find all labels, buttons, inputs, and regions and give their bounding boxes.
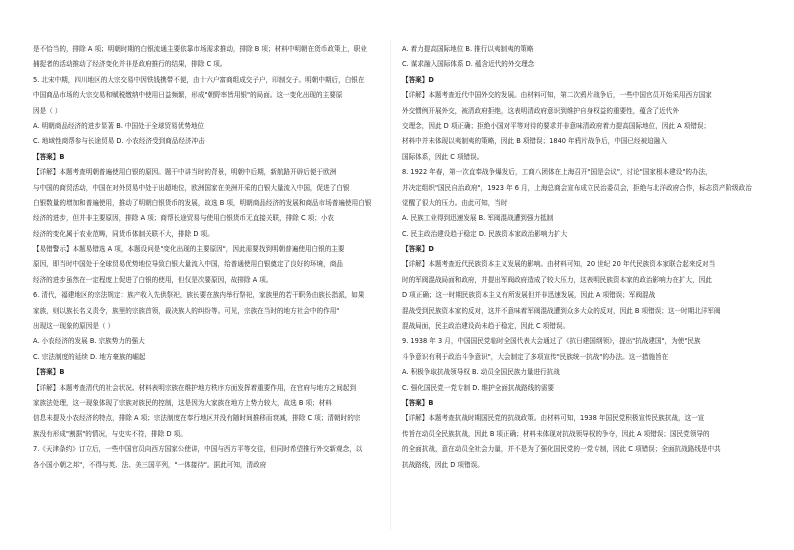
text-line: A. 着力提高国际地位 B. 推行以夷制夷的策略 <box>402 45 534 53</box>
text-line: 【答案】D <box>402 245 434 254</box>
left-column <box>33 42 388 473</box>
text-line: 5. 北宋中期，四川地区的大宗交易中因铁钱携带不便，由十六户富商组成交子户，印制交子。明朝中期后，白银在 <box>33 75 365 84</box>
right-column <box>402 42 757 473</box>
text-line: C. 地域性商帮参与长途贸易 D. 小农经济受到商品经济冲击 <box>33 137 205 146</box>
text-line: 白银数量的增加和普遍使用，推动了明朝白银货币的发展，故选 B 项，明朝商品经济的发展和商品市场普遍使用白银 <box>33 198 372 207</box>
text-line: 并决定组织"国民自治政府"，1923 年 6 月，上海总商会宣布成立民治委员会，拒绝与北洋政府合作，标志资产阶级政治 <box>402 183 752 192</box>
column-divider <box>390 40 391 530</box>
text-line: 【答案】B <box>402 398 434 407</box>
text-line: 族没有形成"割据"的情况，与史实不符，排除 D 项。 <box>33 429 187 438</box>
text-line: 【详解】本题考查清代的社会状况。材料表明宗族在维护地方秩序方面发挥着重要作用，在官府与地方之间起到 <box>33 383 357 392</box>
text-line: 【详解】本题考查近代中国外交的发展。由材料可知，第二次鸦片战争后，一些中国官员开始采用西方国家 <box>402 91 712 100</box>
text-line: 中国商品市场的大宗交易和赋税缴纳中使用日益频繁，形成"朝野率皆用银"的局面。这一变化出现的主要原 <box>33 91 343 100</box>
text-line: 家族，则以族长名义责令，族里的宗族首领，裁决族人的纠纷等。可见，宗族在当时的地方社会中的作用" <box>33 306 340 315</box>
text-line: 传旨在动员全民族抗战，因此 B 项正确；材料未体现对抗战领导权的争夺，因此 A 项错误；国民党领导的 <box>402 429 710 438</box>
text-line: 【答案】D <box>402 75 434 84</box>
text-line: 材料中并未体现以夷制夷的策略，因此 B 项错误；1840 年鸦片战争后，中国已经被迫融入 <box>402 137 667 146</box>
text-line: 出现这一现象的原因是（ ） <box>33 322 115 331</box>
text-line: 交理念，因此 D 项正确；拒绝小国对平等对待的要求并非意味清政府着力提高国际地位，因此 A 项错误； <box>402 121 711 130</box>
text-line: C. 民主政治建设趋于稳定 D. 民族资本家政治影响力扩大 <box>402 229 568 238</box>
text-line: 7.《天津条约》订立后，一些中国官员向西方国家公使讲，中国与西方平等交往，但同时希望推行外交新观念，以 <box>33 445 363 454</box>
text-line: 是不恰当的，排除 A 项；明朝时期的白银流通主要依靠市场需求推动，排除 B 项；材料中明朝在货币政策上，职业 <box>33 45 367 53</box>
text-line: A. 积极争取抗战领导权 B. 动员全国民族力量进行抗战 <box>402 368 560 377</box>
text-line: 混战受到民族资本家的反对，这并不意味着军阀混战遭到众多大众的反对，因此 B 项错误；这一时期北洋军阀 <box>402 306 721 315</box>
text-line: C. 谋求融入国际体系 D. 蕴含近代的外交理念 <box>402 60 535 69</box>
text-line: D 项正确；这一时期民族资本主义有所发展但并非迅速发展，因此 A 项错误；军阀混战 <box>402 291 656 300</box>
text-line: 经济的变化属于农业范畴，同货币体制关联不大，排除 D 项。 <box>33 229 214 238</box>
text-line: 【详解】本题考查抗战时期国民党的抗战政策。由材料可知，1938 年国民党积极宣传民族抗战，这一宣 <box>402 414 705 423</box>
text-line: 因是（ ） <box>33 106 62 115</box>
text-line: 抗战路线，因此 D 项错误。 <box>402 460 484 469</box>
text-line: C. 宗法制度的延续 D. 地方豪族的崛起 <box>33 352 146 361</box>
text-line: 斗争意识有利于政治斗争意识"，大会制定了多项宣传"民族统一抗战"的办法。这一措施旨在 <box>402 352 669 361</box>
text-line: 6. 清代，福建地区的宗法规定：族产收入先供祭祀，族长要在族内举行祭祀，家族里的若干职务由族长指派，如果 <box>33 291 365 300</box>
text-line: 的全面抗战，意在动员全社会力量，并不是为了强化国民党的一党专制，因此 C 项错误；全面抗战路线是中共 <box>402 445 721 454</box>
text-line: 与中国的商贸活动，中国在对外贸易中处于出超地位，欧洲国家在美洲开采的白银大量流入中国，促进了白银 <box>33 183 350 192</box>
text-line: 觉醒了很大的压力。由此可知，当时 <box>402 198 508 207</box>
text-line: A. 民族工业得到迅速发展 B. 军阀混战遭到强力抵制 <box>402 214 554 223</box>
text-line: 【答案】B <box>33 152 65 161</box>
text-line: 9. 1938 年 3 月，中国国民党临时全国代表大会通过了《抗日建国纲领》，提出"抗战建国"，为使"民族 <box>402 337 701 346</box>
text-line: A. 小农经济的发展 B. 宗族势力的强大 <box>33 337 145 346</box>
text-line: 【详解】本题考查明朝普遍使用白银的原因。题干中讲当时的背景，明朝中后期，新航路开辟后便于欧洲 <box>33 168 337 177</box>
text-line: C. 强化国民党一党专制 D. 维护全面抗战路线的需要 <box>402 383 555 392</box>
text-line: 捕捉者的活动推动了经济变化并非是政府推行的结果，排除 C 项。 <box>33 60 227 69</box>
text-line: 经济的进步，但并非主要原因，排除 A 项；商帮长途贸易与使用白银货币无直接关联，排除 C 项；小农 <box>33 214 335 223</box>
text-line: 混战局面，民主政治建设尚未趋于稳定，因此 C 项错误。 <box>402 322 570 331</box>
text-line: 【详解】本题考查近代民族资本主义发展的影响。由材料可知，20 世纪 20 年代民族资本家联合起来反对当 <box>402 260 716 269</box>
text-line: 各小国小朝之邦"，不得与英、法、美三国平列，"一体接待"。据此可知，清政府 <box>33 460 267 469</box>
text-line: 家族法处理，这一现象体现了宗族对族民的控制，这是因为大家族在地方上势力较大，故选 B 项；材料 <box>33 398 332 407</box>
text-line: 经济的进步虽然在一定程度上促进了白银的使用，但仅是次要原因，故排除 A 项。 <box>33 275 273 284</box>
text-line: 【答案】B <box>33 368 65 377</box>
text-line: 原因，即当时中国处于全球贸易优势地位导致白银大量流入中国，给普通使用白银奠定了良好的环境，商品 <box>33 260 343 269</box>
text-line: 8. 1922 年春，第一次直奉战争爆发后，工商八团体在上海召开"国是会议"，讨论"国家根本建设"的办法， <box>402 168 712 177</box>
text-line: 【易错警示】本题易错选 A 项，本题设问是"变化出现的主要原因"，因此需要找到明朝普遍使用白银的主要 <box>33 245 345 254</box>
text-line: A. 明朝商品经济的进步显著 B. 中国处于全球贸易优势地位 <box>33 121 205 130</box>
text-line: 国际体系，因此 C 项错误。 <box>402 152 484 161</box>
text-line: 时的军阀混战局面和政府，并提出军阀政府造成了较大压力，这表明民族资本家的政治影响力在扩大，因此 <box>402 275 712 284</box>
text-line: 外交惯例开展外交，被清政府拒绝，这表明清政府意识到维护自身权益的重要性，蕴含了近代外 <box>402 106 679 115</box>
text-line: 信息未提及小农经济的特点，排除 A 项；宗法制度在奉行地区并没有随时间推移而衰减，排除 C 项；清朝时的宗 <box>33 414 361 423</box>
